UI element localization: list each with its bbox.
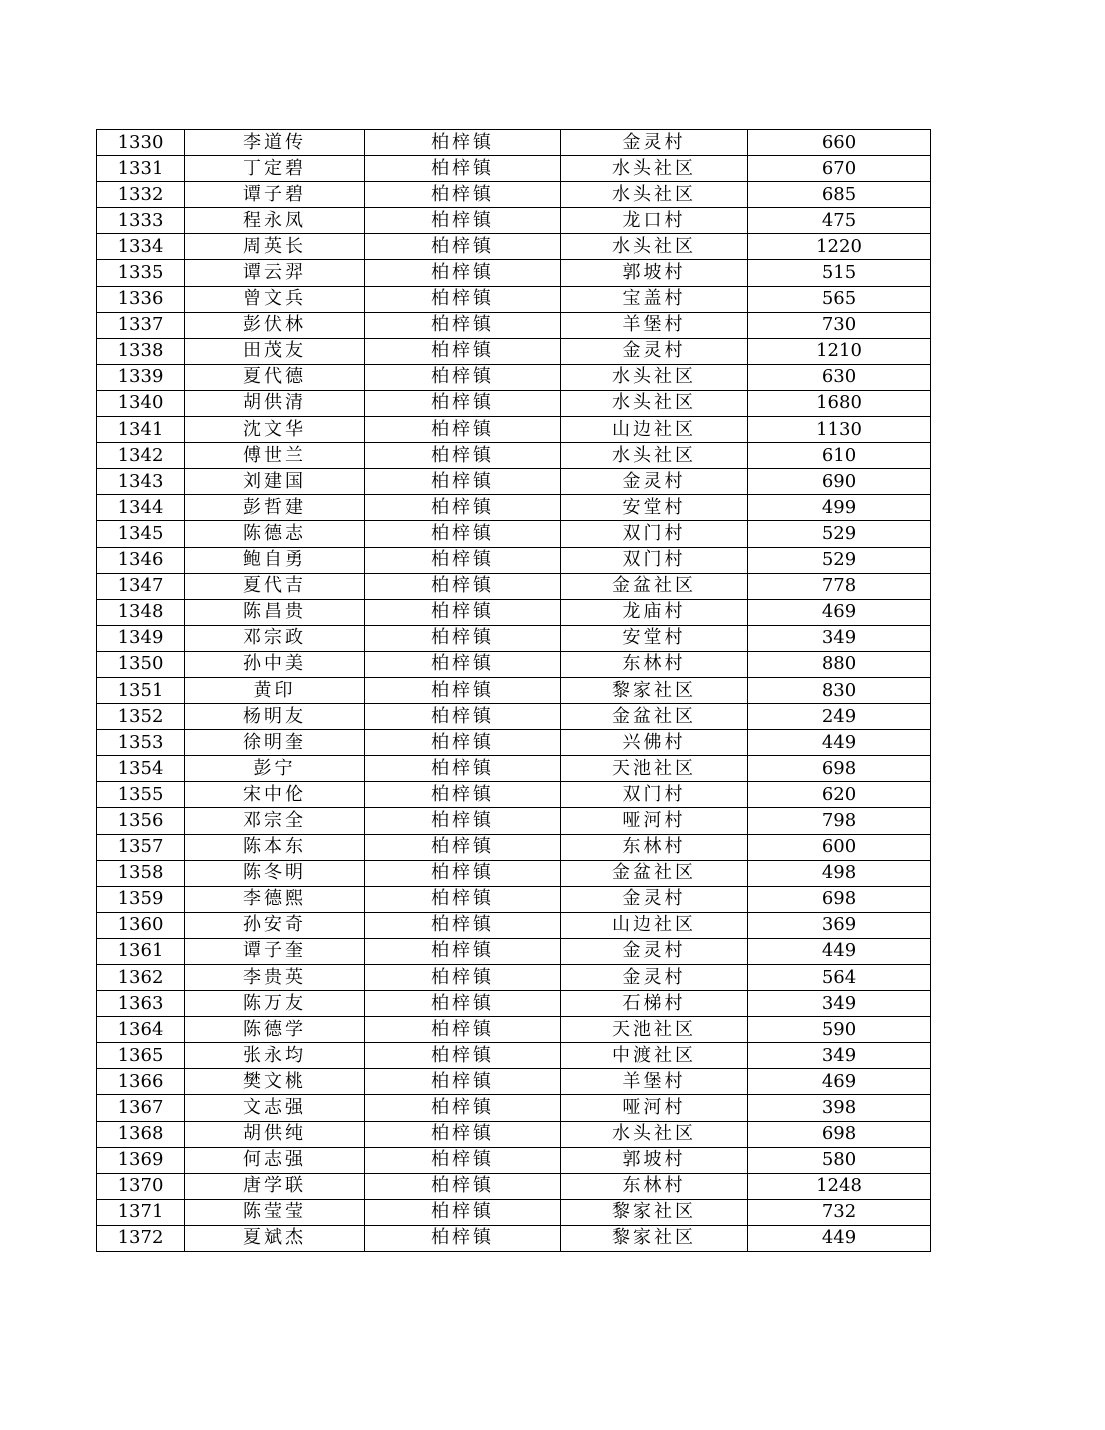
- table-row: [97, 1173, 931, 1199]
- cell-village: 金盆社区: [561, 704, 748, 730]
- cell-town: 柏梓镇: [365, 469, 561, 495]
- cell-name: 傅世兰: [185, 443, 365, 469]
- cell-amount: 698: [748, 1121, 931, 1147]
- cell-village: 黎家社区: [561, 677, 748, 703]
- cell-number: 1333: [97, 208, 185, 234]
- cell-amount: 349: [748, 1043, 931, 1069]
- cell-town: 柏梓镇: [365, 312, 561, 338]
- cell-town: 柏梓镇: [365, 599, 561, 625]
- cell-town: 柏梓镇: [365, 782, 561, 808]
- cell-town: 柏梓镇: [365, 1225, 561, 1251]
- cell-town: 柏梓镇: [365, 1017, 561, 1043]
- cell-amount: 630: [748, 364, 931, 390]
- cell-village: 东林村: [561, 651, 748, 677]
- cell-number: 1353: [97, 730, 185, 756]
- table-row: [97, 1147, 931, 1173]
- cell-town: 柏梓镇: [365, 364, 561, 390]
- cell-village: 金灵村: [561, 886, 748, 912]
- cell-town: 柏梓镇: [365, 808, 561, 834]
- cell-village: 郭坡村: [561, 260, 748, 286]
- cell-name: 彭哲建: [185, 495, 365, 521]
- table-row: [97, 495, 931, 521]
- table-row: [97, 912, 931, 938]
- cell-number: 1345: [97, 521, 185, 547]
- cell-town: 柏梓镇: [365, 260, 561, 286]
- cell-number: 1361: [97, 938, 185, 964]
- cell-village: 东林村: [561, 834, 748, 860]
- cell-number: 1338: [97, 338, 185, 364]
- cell-village: 黎家社区: [561, 1199, 748, 1225]
- table-row: [97, 338, 931, 364]
- cell-village: 中渡社区: [561, 1043, 748, 1069]
- cell-amount: 690: [748, 469, 931, 495]
- cell-number: 1337: [97, 312, 185, 338]
- cell-amount: 600: [748, 834, 931, 860]
- cell-number: 1371: [97, 1199, 185, 1225]
- cell-amount: 1248: [748, 1173, 931, 1199]
- cell-town: 柏梓镇: [365, 443, 561, 469]
- cell-number: 1339: [97, 364, 185, 390]
- cell-village: 宝盖村: [561, 286, 748, 312]
- table-row: [97, 808, 931, 834]
- cell-name: 谭子奎: [185, 938, 365, 964]
- cell-town: 柏梓镇: [365, 677, 561, 703]
- cell-amount: 398: [748, 1095, 931, 1121]
- cell-amount: 565: [748, 286, 931, 312]
- cell-number: 1350: [97, 651, 185, 677]
- cell-number: 1370: [97, 1173, 185, 1199]
- cell-town: 柏梓镇: [365, 573, 561, 599]
- cell-town: 柏梓镇: [365, 286, 561, 312]
- table-row: [97, 521, 931, 547]
- cell-amount: 660: [748, 130, 931, 156]
- cell-village: 水头社区: [561, 182, 748, 208]
- cell-amount: 349: [748, 991, 931, 1017]
- table-row: [97, 1095, 931, 1121]
- cell-amount: 529: [748, 547, 931, 573]
- cell-amount: 798: [748, 808, 931, 834]
- cell-number: 1347: [97, 573, 185, 599]
- cell-town: 柏梓镇: [365, 912, 561, 938]
- cell-name: 何志强: [185, 1147, 365, 1173]
- cell-village: 金灵村: [561, 965, 748, 991]
- cell-number: 1356: [97, 808, 185, 834]
- cell-name: 陈冬明: [185, 860, 365, 886]
- cell-number: 1358: [97, 860, 185, 886]
- table-row: [97, 234, 931, 260]
- cell-village: 哑河村: [561, 808, 748, 834]
- cell-village: 金灵村: [561, 338, 748, 364]
- cell-village: 水头社区: [561, 234, 748, 260]
- cell-name: 刘建国: [185, 469, 365, 495]
- table-row: [97, 417, 931, 443]
- cell-name: 丁定碧: [185, 156, 365, 182]
- cell-amount: 590: [748, 1017, 931, 1043]
- cell-number: 1349: [97, 625, 185, 651]
- table-row: [97, 965, 931, 991]
- table-row: [97, 1121, 931, 1147]
- cell-name: 鲍自勇: [185, 547, 365, 573]
- cell-name: 曾文兵: [185, 286, 365, 312]
- cell-name: 胡供清: [185, 390, 365, 416]
- table-row: [97, 938, 931, 964]
- cell-number: 1334: [97, 234, 185, 260]
- cell-name: 陈莹莹: [185, 1199, 365, 1225]
- cell-number: 1344: [97, 495, 185, 521]
- cell-town: 柏梓镇: [365, 860, 561, 886]
- cell-amount: 620: [748, 782, 931, 808]
- table-row: [97, 260, 931, 286]
- cell-number: 1341: [97, 417, 185, 443]
- cell-amount: 580: [748, 1147, 931, 1173]
- cell-number: 1342: [97, 443, 185, 469]
- table-row: [97, 1199, 931, 1225]
- table-row: [97, 625, 931, 651]
- cell-name: 谭云羿: [185, 260, 365, 286]
- table-row: [97, 782, 931, 808]
- cell-village: 山边社区: [561, 912, 748, 938]
- cell-amount: 449: [748, 938, 931, 964]
- cell-amount: 1130: [748, 417, 931, 443]
- table-row: [97, 1017, 931, 1043]
- cell-town: 柏梓镇: [365, 1069, 561, 1095]
- table-row: [97, 730, 931, 756]
- cell-village: 金灵村: [561, 938, 748, 964]
- cell-village: 山边社区: [561, 417, 748, 443]
- table-row: [97, 991, 931, 1017]
- cell-village: 水头社区: [561, 1121, 748, 1147]
- cell-name: 樊文桃: [185, 1069, 365, 1095]
- cell-name: 彭伏林: [185, 312, 365, 338]
- cell-number: 1362: [97, 965, 185, 991]
- cell-amount: 449: [748, 730, 931, 756]
- cell-village: 双门村: [561, 547, 748, 573]
- table-row: [97, 156, 931, 182]
- cell-amount: 730: [748, 312, 931, 338]
- table-row: [97, 677, 931, 703]
- cell-town: 柏梓镇: [365, 991, 561, 1017]
- cell-name: 张永均: [185, 1043, 365, 1069]
- cell-amount: 469: [748, 1069, 931, 1095]
- cell-town: 柏梓镇: [365, 521, 561, 547]
- table-row: [97, 886, 931, 912]
- cell-number: 1359: [97, 886, 185, 912]
- cell-name: 田茂友: [185, 338, 365, 364]
- table-body: [97, 130, 931, 1252]
- cell-number: 1368: [97, 1121, 185, 1147]
- cell-number: 1346: [97, 547, 185, 573]
- cell-amount: 529: [748, 521, 931, 547]
- table-row: [97, 547, 931, 573]
- cell-village: 金灵村: [561, 469, 748, 495]
- cell-number: 1336: [97, 286, 185, 312]
- cell-town: 柏梓镇: [365, 1095, 561, 1121]
- cell-town: 柏梓镇: [365, 1043, 561, 1069]
- cell-amount: 698: [748, 886, 931, 912]
- cell-number: 1332: [97, 182, 185, 208]
- table-row: [97, 1225, 931, 1251]
- cell-town: 柏梓镇: [365, 1121, 561, 1147]
- cell-village: 龙庙村: [561, 599, 748, 625]
- cell-village: 羊堡村: [561, 312, 748, 338]
- cell-name: 邓宗全: [185, 808, 365, 834]
- cell-name: 宋中伦: [185, 782, 365, 808]
- cell-amount: 515: [748, 260, 931, 286]
- cell-village: 天池社区: [561, 1017, 748, 1043]
- cell-village: 双门村: [561, 521, 748, 547]
- cell-village: 兴佛村: [561, 730, 748, 756]
- table-row: [97, 651, 931, 677]
- cell-village: 龙口村: [561, 208, 748, 234]
- cell-village: 哑河村: [561, 1095, 748, 1121]
- cell-village: 石梯村: [561, 991, 748, 1017]
- table-row: [97, 1043, 931, 1069]
- table-row: [97, 599, 931, 625]
- cell-number: 1348: [97, 599, 185, 625]
- cell-village: 水头社区: [561, 390, 748, 416]
- cell-town: 柏梓镇: [365, 130, 561, 156]
- cell-number: 1365: [97, 1043, 185, 1069]
- cell-town: 柏梓镇: [365, 756, 561, 782]
- cell-town: 柏梓镇: [365, 156, 561, 182]
- cell-village: 天池社区: [561, 756, 748, 782]
- data-table: [96, 129, 931, 1252]
- cell-name: 陈万友: [185, 991, 365, 1017]
- cell-amount: 249: [748, 704, 931, 730]
- table-row: [97, 130, 931, 156]
- cell-name: 唐学联: [185, 1173, 365, 1199]
- cell-town: 柏梓镇: [365, 338, 561, 364]
- cell-name: 杨明友: [185, 704, 365, 730]
- cell-amount: 685: [748, 182, 931, 208]
- cell-number: 1367: [97, 1095, 185, 1121]
- table-row: [97, 443, 931, 469]
- cell-town: 柏梓镇: [365, 547, 561, 573]
- table-row: [97, 704, 931, 730]
- cell-number: 1360: [97, 912, 185, 938]
- cell-name: 彭宁: [185, 756, 365, 782]
- cell-number: 1357: [97, 834, 185, 860]
- cell-number: 1363: [97, 991, 185, 1017]
- cell-amount: 1220: [748, 234, 931, 260]
- cell-name: 李德熙: [185, 886, 365, 912]
- table-row: [97, 364, 931, 390]
- cell-number: 1369: [97, 1147, 185, 1173]
- cell-village: 东林村: [561, 1173, 748, 1199]
- cell-amount: 1680: [748, 390, 931, 416]
- cell-name: 李贵英: [185, 965, 365, 991]
- cell-amount: 475: [748, 208, 931, 234]
- cell-name: 陈德志: [185, 521, 365, 547]
- cell-village: 水头社区: [561, 156, 748, 182]
- table-row: [97, 208, 931, 234]
- table-row: [97, 756, 931, 782]
- cell-village: 水头社区: [561, 364, 748, 390]
- cell-amount: 732: [748, 1199, 931, 1225]
- cell-village: 金盆社区: [561, 860, 748, 886]
- cell-name: 徐明奎: [185, 730, 365, 756]
- cell-name: 孙安奇: [185, 912, 365, 938]
- table-row: [97, 286, 931, 312]
- cell-village: 双门村: [561, 782, 748, 808]
- cell-amount: 564: [748, 965, 931, 991]
- cell-town: 柏梓镇: [365, 938, 561, 964]
- cell-town: 柏梓镇: [365, 182, 561, 208]
- cell-number: 1372: [97, 1225, 185, 1251]
- cell-name: 程永凤: [185, 208, 365, 234]
- cell-town: 柏梓镇: [365, 234, 561, 260]
- cell-number: 1331: [97, 156, 185, 182]
- cell-number: 1330: [97, 130, 185, 156]
- cell-number: 1354: [97, 756, 185, 782]
- cell-village: 羊堡村: [561, 1069, 748, 1095]
- cell-amount: 880: [748, 651, 931, 677]
- table-row: [97, 573, 931, 599]
- cell-amount: 349: [748, 625, 931, 651]
- table-row: [97, 1069, 931, 1095]
- table-row: [97, 312, 931, 338]
- table-row: [97, 469, 931, 495]
- cell-town: 柏梓镇: [365, 208, 561, 234]
- cell-amount: 830: [748, 677, 931, 703]
- cell-name: 黄印: [185, 677, 365, 703]
- cell-name: 胡供纯: [185, 1121, 365, 1147]
- cell-town: 柏梓镇: [365, 390, 561, 416]
- cell-amount: 778: [748, 573, 931, 599]
- cell-amount: 499: [748, 495, 931, 521]
- cell-name: 陈本东: [185, 834, 365, 860]
- table-row: [97, 860, 931, 886]
- cell-amount: 449: [748, 1225, 931, 1251]
- cell-number: 1351: [97, 677, 185, 703]
- cell-town: 柏梓镇: [365, 886, 561, 912]
- cell-name: 沈文华: [185, 417, 365, 443]
- table-row: [97, 390, 931, 416]
- cell-amount: 1210: [748, 338, 931, 364]
- cell-name: 孙中美: [185, 651, 365, 677]
- cell-village: 水头社区: [561, 443, 748, 469]
- cell-name: 文志强: [185, 1095, 365, 1121]
- cell-name: 夏斌杰: [185, 1225, 365, 1251]
- cell-town: 柏梓镇: [365, 1147, 561, 1173]
- cell-number: 1364: [97, 1017, 185, 1043]
- cell-village: 金盆社区: [561, 573, 748, 599]
- cell-village: 安堂村: [561, 625, 748, 651]
- cell-town: 柏梓镇: [365, 965, 561, 991]
- cell-town: 柏梓镇: [365, 495, 561, 521]
- cell-name: 夏代吉: [185, 573, 365, 599]
- cell-name: 夏代德: [185, 364, 365, 390]
- cell-town: 柏梓镇: [365, 1199, 561, 1225]
- cell-amount: 610: [748, 443, 931, 469]
- cell-amount: 469: [748, 599, 931, 625]
- cell-number: 1366: [97, 1069, 185, 1095]
- cell-town: 柏梓镇: [365, 417, 561, 443]
- cell-town: 柏梓镇: [365, 704, 561, 730]
- cell-village: 安堂村: [561, 495, 748, 521]
- cell-amount: 698: [748, 756, 931, 782]
- cell-name: 周英长: [185, 234, 365, 260]
- cell-number: 1352: [97, 704, 185, 730]
- cell-town: 柏梓镇: [365, 651, 561, 677]
- cell-number: 1340: [97, 390, 185, 416]
- cell-name: 陈德学: [185, 1017, 365, 1043]
- cell-amount: 369: [748, 912, 931, 938]
- cell-name: 邓宗政: [185, 625, 365, 651]
- cell-town: 柏梓镇: [365, 834, 561, 860]
- cell-village: 黎家社区: [561, 1225, 748, 1251]
- cell-number: 1355: [97, 782, 185, 808]
- cell-number: 1335: [97, 260, 185, 286]
- cell-name: 谭子碧: [185, 182, 365, 208]
- cell-number: 1343: [97, 469, 185, 495]
- cell-amount: 498: [748, 860, 931, 886]
- cell-town: 柏梓镇: [365, 625, 561, 651]
- cell-village: 金灵村: [561, 130, 748, 156]
- cell-name: 陈昌贵: [185, 599, 365, 625]
- cell-village: 郭坡村: [561, 1147, 748, 1173]
- cell-amount: 670: [748, 156, 931, 182]
- cell-name: 李道传: [185, 130, 365, 156]
- cell-town: 柏梓镇: [365, 1173, 561, 1199]
- table-row: [97, 182, 931, 208]
- cell-town: 柏梓镇: [365, 730, 561, 756]
- table-row: [97, 834, 931, 860]
